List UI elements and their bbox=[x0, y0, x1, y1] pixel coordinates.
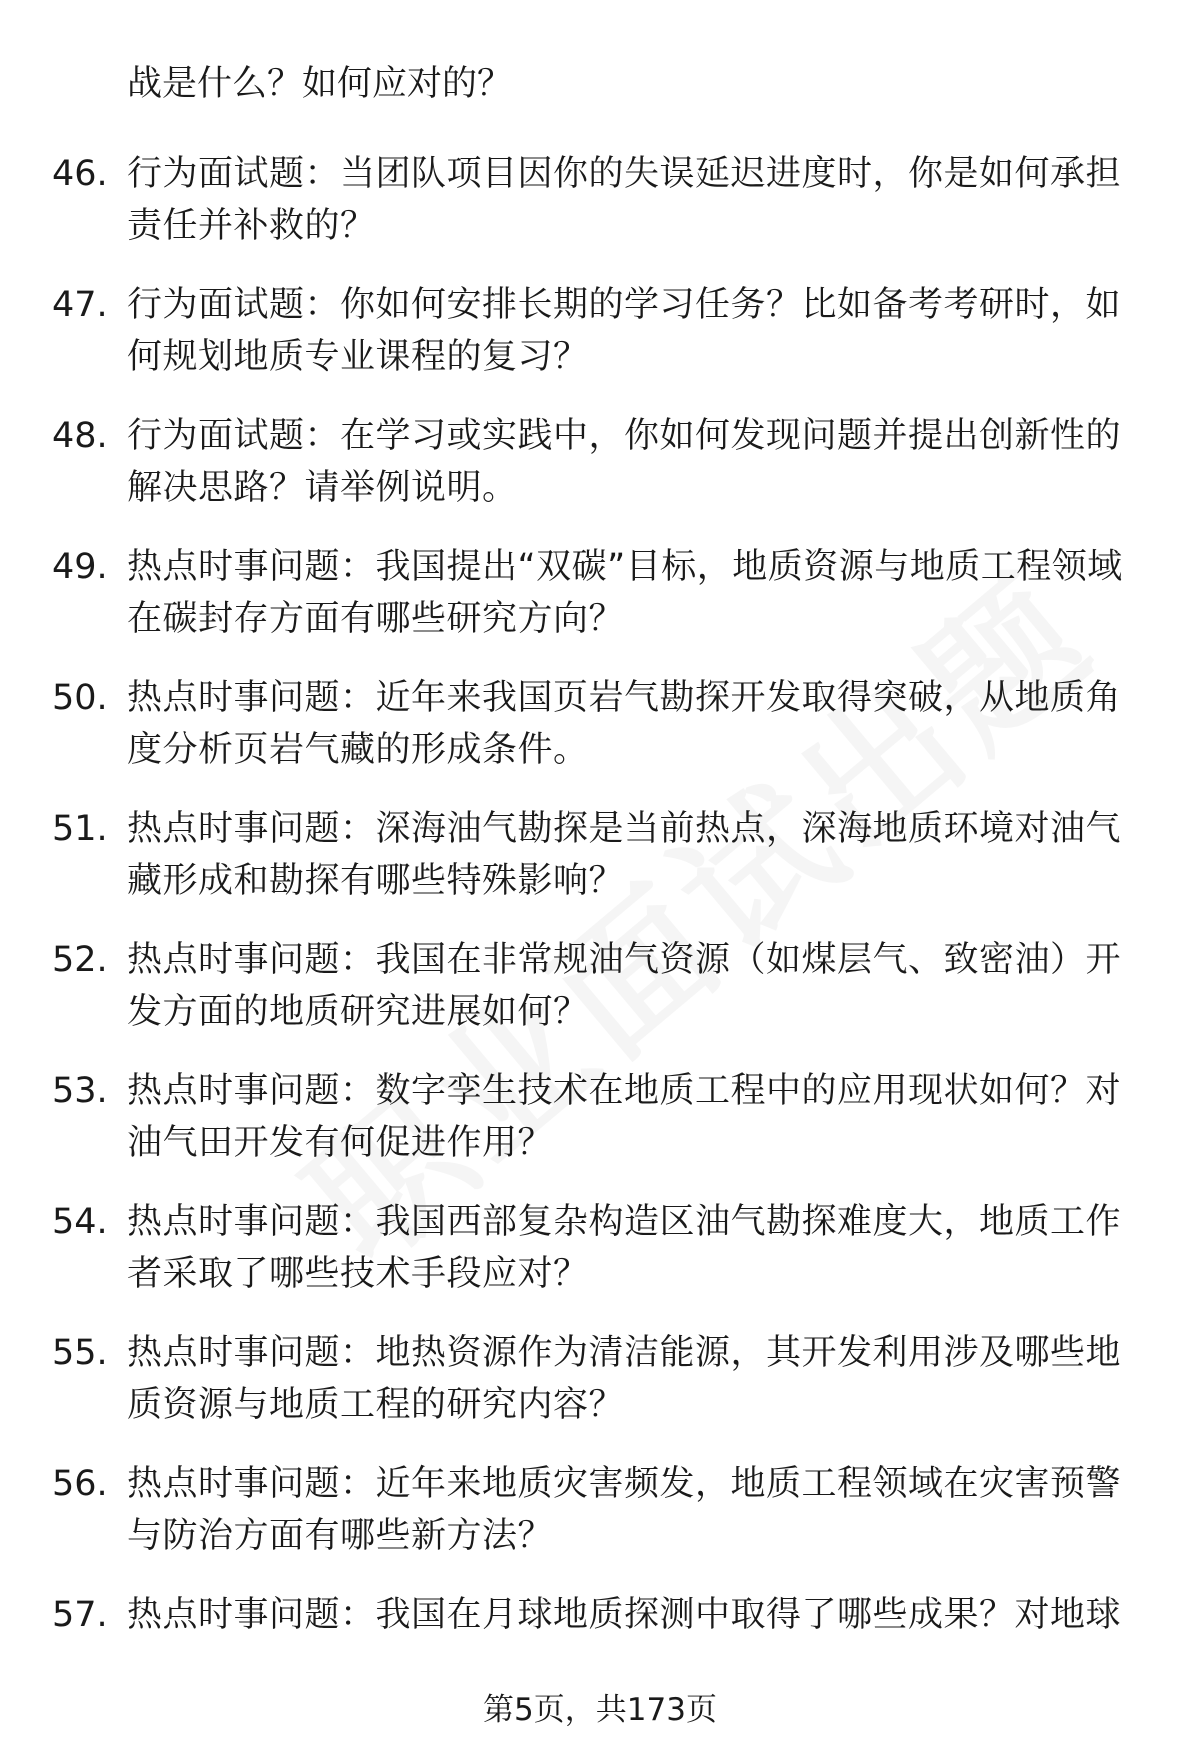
question-number: 48. bbox=[52, 416, 108, 456]
continued-question-text: 战是什么？如何应对的？ bbox=[127, 64, 513, 104]
question-text: 热点时事问题：我国西部复杂构造区油气勘探难度大，地质工作者采取了哪些技术手段应对？ bbox=[127, 1202, 1122, 1294]
question-item bbox=[0, 1327, 1200, 1458]
question-item bbox=[0, 541, 1200, 672]
question-text: 热点时事问题：我国在非常规油气资源（如煤层气、致密油）开发方面的地质研究进展如何？ bbox=[127, 940, 1122, 1032]
question-item bbox=[0, 279, 1200, 410]
question-number: 52. bbox=[52, 940, 108, 980]
question-item bbox=[0, 1196, 1200, 1327]
question-item bbox=[0, 148, 1200, 279]
question-item bbox=[0, 803, 1200, 934]
question-number: 51. bbox=[52, 809, 108, 849]
question-text: 热点时事问题：近年来我国页岩气勘探开发取得突破，从地质角度分析页岩气藏的形成条件。 bbox=[127, 678, 1122, 770]
question-number: 50. bbox=[52, 678, 108, 718]
question-text: 热点时事问题：我国在月球地质探测中取得了哪些成果？对地球 bbox=[127, 1595, 1122, 1635]
question-text: 行为面试题：你如何安排长期的学习任务？比如备考考研时，如何规划地质专业课程的复习？ bbox=[127, 285, 1122, 377]
question-text: 热点时事问题：数字孪生技术在地质工程中的应用现状如何？对油气田开发有何促进作用？ bbox=[127, 1071, 1122, 1163]
question-number: 47. bbox=[52, 285, 108, 325]
question-text: 行为面试题：在学习或实践中，你如何发现问题并提出创新性的解决思路？请举例说明。 bbox=[127, 416, 1122, 508]
question-item bbox=[0, 1065, 1200, 1196]
question-text: 热点时事问题：地热资源作为清洁能源，其开发利用涉及哪些地质资源与地质工程的研究内容？ bbox=[127, 1333, 1122, 1425]
question-number: 49. bbox=[52, 547, 108, 587]
page-footer: 第5页，共173页 bbox=[483, 1692, 717, 1728]
question-text: 热点时事问题：近年来地质灾害频发，地质工程领域在灾害预警与防治方面有哪些新方法？ bbox=[127, 1464, 1122, 1556]
question-number: 46. bbox=[52, 154, 108, 194]
question-number: 55. bbox=[52, 1333, 108, 1373]
question-number: 57. bbox=[52, 1595, 108, 1635]
question-text: 热点时事问题：深海油气勘探是当前热点，深海地质环境对油气藏形成和勘探有哪些特殊影响？ bbox=[127, 809, 1122, 901]
question-number: 54. bbox=[52, 1202, 108, 1242]
question-item bbox=[0, 672, 1200, 803]
question-number: 56. bbox=[52, 1464, 108, 1504]
question-text: 热点时事问题：我国提出“双碳”目标，地质资源与地质工程领域在碳封存方面有哪些研究方向？ bbox=[127, 547, 1123, 639]
question-list bbox=[0, 148, 1200, 1720]
question-item bbox=[0, 934, 1200, 1065]
question-item bbox=[0, 410, 1200, 541]
question-number: 53. bbox=[52, 1071, 108, 1111]
question-text: 行为面试题：当团队项目因你的失误延迟进度时，你是如何承担责任并补救的？ bbox=[127, 154, 1122, 246]
question-item bbox=[0, 1458, 1200, 1589]
